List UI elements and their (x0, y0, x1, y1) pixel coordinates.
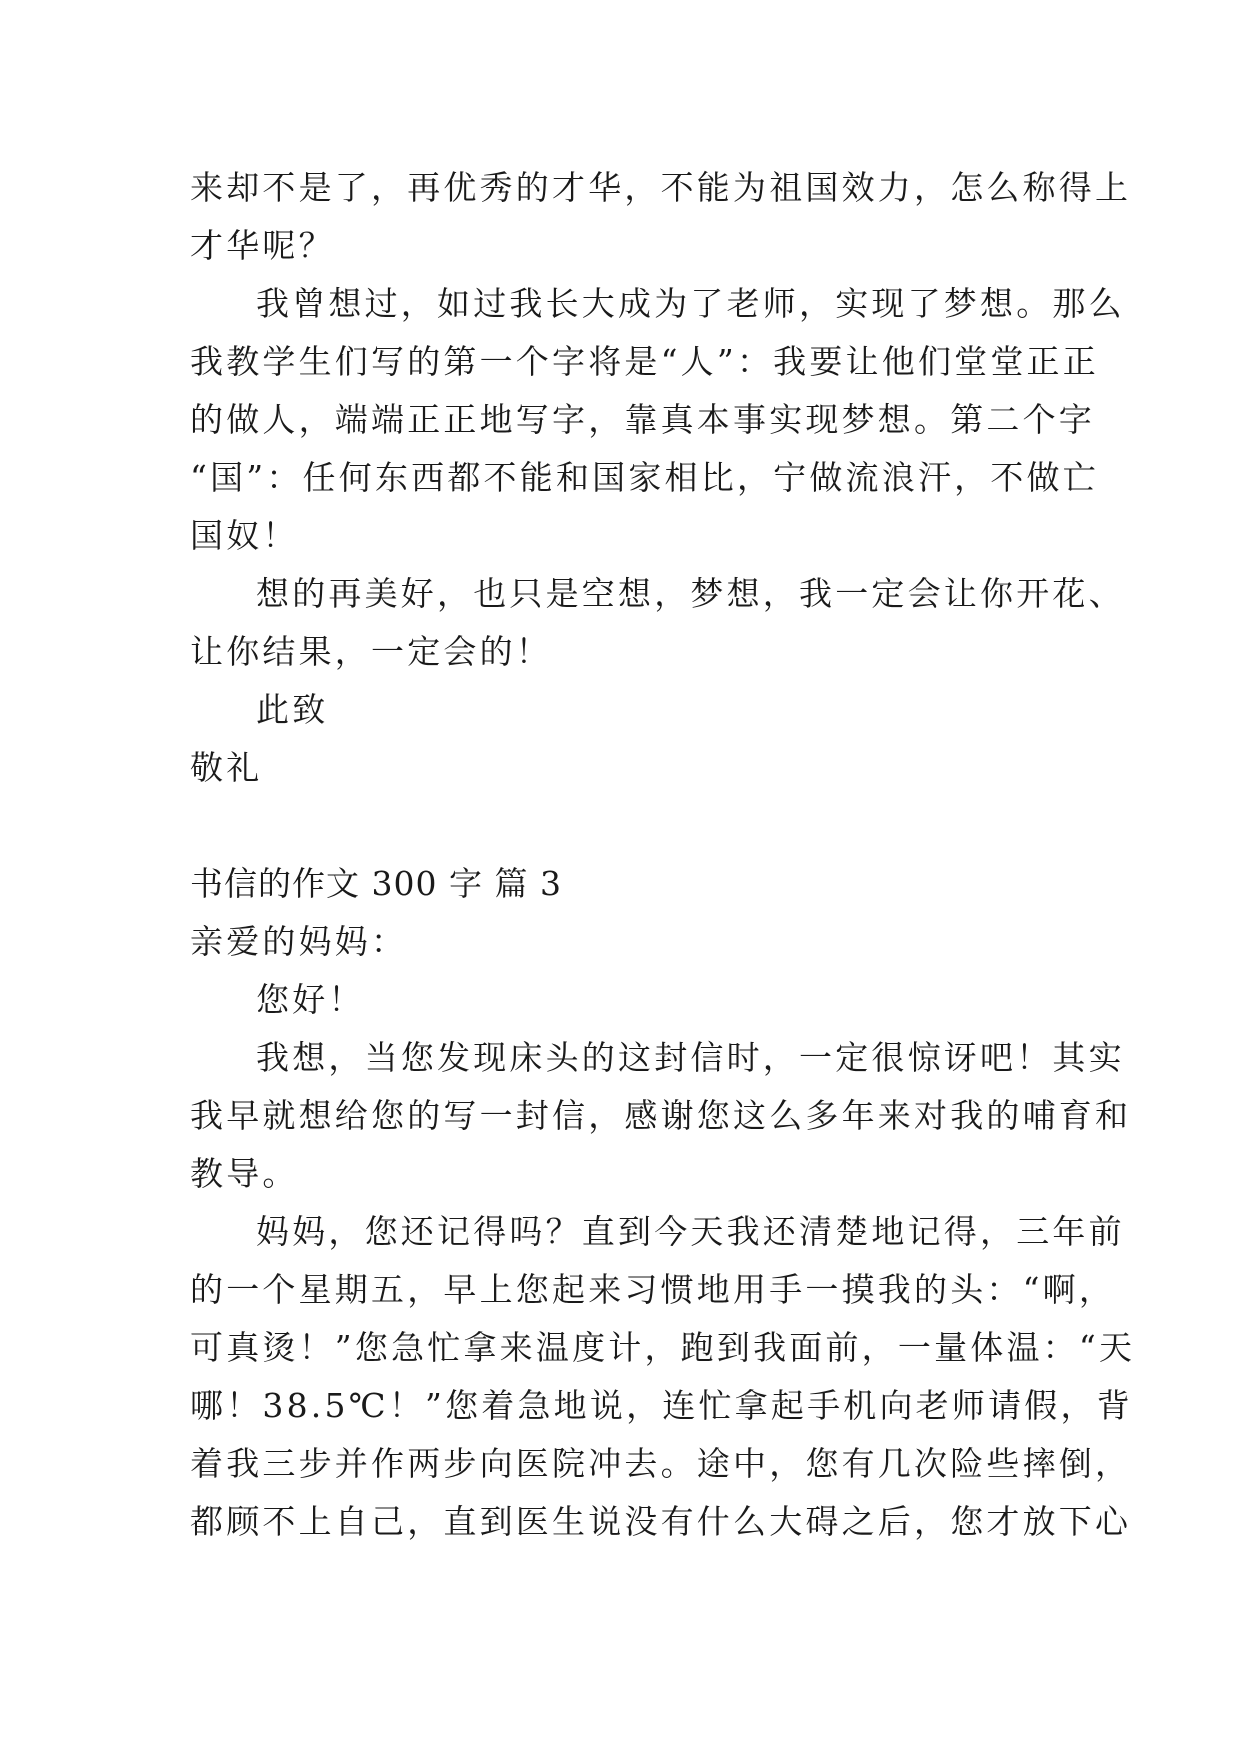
letter-opening: 您好！ (256, 980, 365, 1019)
paragraph-line: 让你结果，一定会的！ (190, 632, 552, 671)
paragraph-line: 我曾想过，如过我长大成为了老师，实现了梦想。那么 (256, 284, 1125, 323)
letter-greeting: 亲爱的妈妈： (190, 922, 408, 961)
paragraph-line: 我早就想给您的写一封信，感谢您这么多年来对我的哺育和 (190, 1096, 1132, 1135)
paragraph-line: 哪！38.5℃！”您着急地说，连忙拿起手机向老师请假，背 (190, 1386, 1133, 1425)
closing-regards: 敬礼 (190, 748, 263, 787)
paragraph-line: 着我三步并作两步向医院冲去。途中，您有几次险些摔倒， (190, 1444, 1132, 1483)
section-heading: 书信的作文 300 字 篇 3 (190, 864, 562, 903)
paragraph-line: 都顾不上自己，直到医生说没有什么大碍之后，您才放下心 (190, 1502, 1132, 1541)
paragraph-line: 来却不是了，再优秀的才华，不能为祖国效力，怎么称得上 (190, 168, 1132, 207)
paragraph-line: 才华呢？ (190, 226, 335, 265)
paragraph-line: 的一个星期五，早上您起来习惯地用手一摸我的头：“啊， (190, 1270, 1116, 1309)
paragraph-line: 想的再美好，也只是空想，梦想，我一定会让你开花、 (256, 574, 1125, 613)
paragraph-line: 的做人，端端正正地写字，靠真本事实现梦想。第二个字 (190, 400, 1095, 439)
paragraph-line: 教导。 (190, 1154, 299, 1193)
paragraph-line: 国奴！ (190, 516, 299, 555)
paragraph-line: “国”：任何东西都不能和国家相比，宁做流浪汗，不做亡 (190, 458, 1099, 497)
paragraph-line: 我教学生们写的第一个字将是“人”：我要让他们堂堂正正 (190, 342, 1099, 381)
paragraph-line: 我想，当您发现床头的这封信时，一定很惊讶吧！其实 (256, 1038, 1125, 1077)
closing-salutation: 此致 (256, 690, 329, 729)
paragraph-line: 妈妈，您还记得吗？直到今天我还清楚地记得，三年前 (256, 1212, 1125, 1251)
paragraph-line: 可真烫！”您急忙拿来温度计，跑到我面前，一量体温：“天 (190, 1328, 1136, 1367)
